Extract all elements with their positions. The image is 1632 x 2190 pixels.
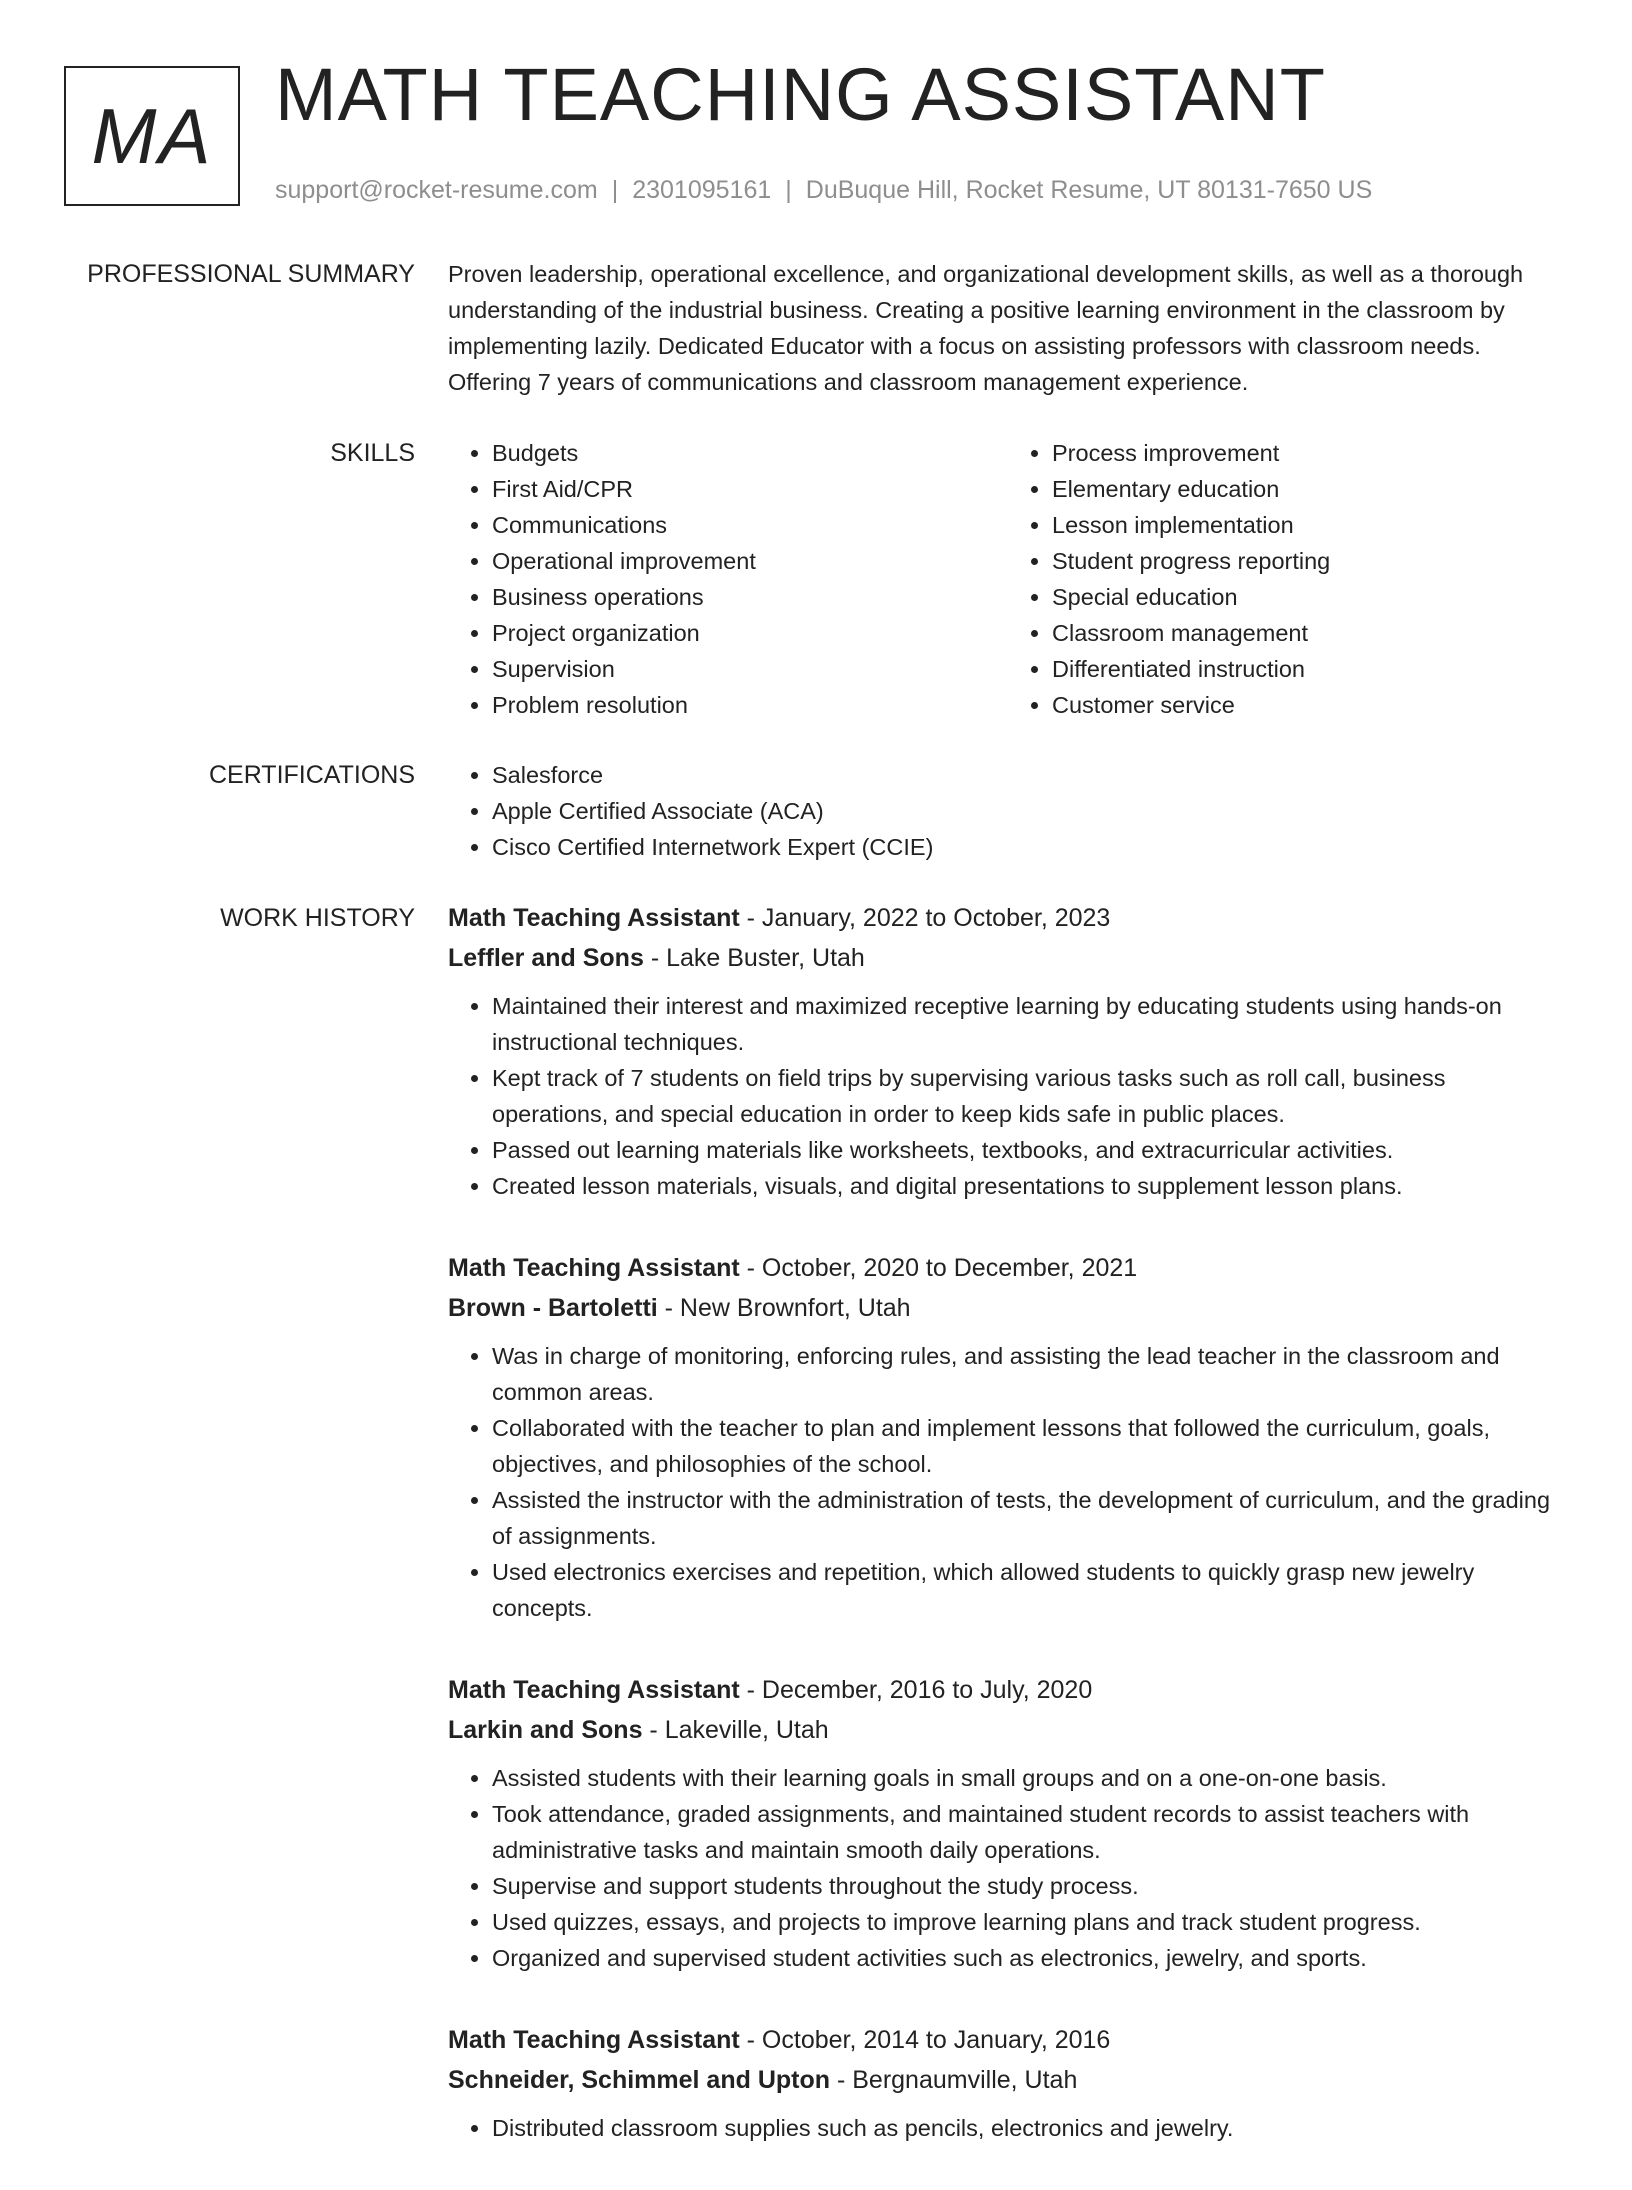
job-bullet: • Created lesson materials, visuals, and digital presentations to supplement lesson plans. [492, 1168, 1568, 1204]
job-company-line [448, 2060, 1568, 2100]
monogram-box [64, 66, 240, 206]
job-bullet: • Organized and supervised student activities such as electronics, jewelry, and sports. [492, 1940, 1568, 1976]
job-role: Math Teaching Assistant [448, 904, 740, 932]
certification-item: • Salesforce [492, 757, 1568, 793]
job-company-line [448, 938, 1568, 978]
contact-phone: 2301095161 [632, 176, 772, 204]
summary-heading: PROFESSIONAL SUMMARY [87, 260, 415, 288]
job-company: Leffler and Sons [448, 944, 644, 972]
job-role: Math Teaching Assistant [448, 2026, 740, 2054]
job-dates: - October, 2014 to January, 2016 [739, 2026, 1111, 2054]
resume-title: MATH TEACHING ASSISTANT [275, 53, 1326, 136]
certifications-list [448, 757, 1568, 865]
job-entry [448, 1248, 1568, 1626]
contact-separator: | [611, 176, 619, 204]
contact-address: DuBuque Hill, Rocket Resume, UT 80131-7650 US [805, 176, 1373, 204]
job-location: - Bergnaumville, Utah [830, 2066, 1078, 2094]
job-bullet: • Collaborated with the teacher to plan and implement lessons that followed the curriculum, goals, objectives, and philosophies of the school. [492, 1410, 1568, 1482]
skill-item: • Project organization [492, 615, 1008, 651]
job-bullet: • Took attendance, graded assignments, and maintained student records to assist teachers with administrative tasks and maintain smooth daily operations. [492, 1796, 1568, 1868]
certifications-body [448, 757, 1568, 865]
contact-email: support@rocket-resume.com [275, 176, 598, 204]
job-bullet: • Supervise and support students throughout the study process. [492, 1868, 1568, 1904]
skills-list-left [448, 435, 1008, 723]
job-bullet: • Used electronics exercises and repetition, which allowed students to quickly grasp new jewelry concepts. [492, 1554, 1568, 1626]
job-entry [448, 2020, 1568, 2146]
job-role-line [448, 1670, 1568, 1710]
skill-item: • First Aid/CPR [492, 471, 1008, 507]
job-bullet: • Assisted the instructor with the administration of tests, the development of curriculum, and the grading of assignments. [492, 1482, 1568, 1554]
work-heading: WORK HISTORY [220, 904, 415, 932]
job-role: Math Teaching Assistant [448, 1254, 740, 1282]
skill-item: • Problem resolution [492, 687, 1008, 723]
certification-item: • Cisco Certified Internetwork Expert (CCIE) [492, 829, 1568, 865]
job-bullets [448, 2110, 1568, 2146]
job-entry [448, 898, 1568, 1204]
skill-item: • Special education [1052, 579, 1568, 615]
job-dates: - January, 2022 to October, 2023 [739, 904, 1111, 932]
job-role: Math Teaching Assistant [448, 1676, 740, 1704]
skill-item: • Student progress reporting [1052, 543, 1568, 579]
skill-item: • Customer service [1052, 687, 1568, 723]
job-bullet: • Kept track of 7 students on field trips by supervising various tasks such as roll call, business operations, and special education in order to keep kids safe in public places. [492, 1060, 1568, 1132]
job-role-line [448, 1248, 1568, 1288]
job-role-line [448, 2020, 1568, 2060]
contact-line [275, 176, 1372, 205]
skill-item: • Differentiated instruction [1052, 651, 1568, 687]
job-role-line [448, 898, 1568, 938]
skill-item: • Process improvement [1052, 435, 1568, 471]
skill-item: • Lesson implementation [1052, 507, 1568, 543]
job-company: Larkin and Sons [448, 1716, 643, 1744]
job-company: Brown - Bartoletti [448, 1294, 658, 1322]
skills-heading: SKILLS [330, 439, 415, 467]
job-location: - Lakeville, Utah [642, 1716, 829, 1744]
job-bullets [448, 1760, 1568, 1976]
monogram-initials: MA [91, 91, 213, 180]
contact-separator: | [785, 176, 792, 204]
job-bullet: • Used quizzes, essays, and projects to improve learning plans and track student progress. [492, 1904, 1568, 1940]
job-bullet: • Distributed classroom supplies such as pencils, electronics and jewelry. [492, 2110, 1568, 2146]
skill-item: • Communications [492, 507, 1008, 543]
job-location: - Lake Buster, Utah [643, 944, 865, 972]
job-company-line [448, 1288, 1568, 1328]
job-dates: - October, 2020 to December, 2021 [739, 1254, 1138, 1282]
work-body [448, 898, 1568, 2190]
job-bullet: • Was in charge of monitoring, enforcing rules, and assisting the lead teacher in the classroom and common areas. [492, 1338, 1568, 1410]
skill-item: • Business operations [492, 579, 1008, 615]
skills-list-right [1008, 435, 1568, 723]
job-bullet: • Passed out learning materials like worksheets, textbooks, and extracurricular activities. [492, 1132, 1568, 1168]
job-company-line [448, 1710, 1568, 1750]
skill-item: • Elementary education [1052, 471, 1568, 507]
job-entry [448, 1670, 1568, 1976]
job-bullet: • Assisted students with their learning goals in small groups and on a one-on-one basis. [492, 1760, 1568, 1796]
certification-item: • Apple Certified Associate (ACA) [492, 793, 1568, 829]
summary-text: Proven leadership, operational excellence, and organizational development skills, as well as a thorough understanding of the industrial business. Creating a positive learning environment in the classroom by implementing lazily. Dedicated Educator with a focus on assisting professors with classroom needs. Offering 7 years of communications and classroom management experience. [448, 261, 1524, 395]
skill-item: • Budgets [492, 435, 1008, 471]
certifications-heading: CERTIFICATIONS [208, 761, 415, 789]
job-company: Schneider, Schimmel and Upton [448, 2066, 831, 2094]
skill-item: • Operational improvement [492, 543, 1008, 579]
job-bullets [448, 1338, 1568, 1626]
skills-columns [448, 435, 1568, 723]
job-dates: - December, 2016 to July, 2020 [739, 1676, 1093, 1704]
skill-item: • Classroom management [1052, 615, 1568, 651]
job-location: - New Brownfort, Utah [657, 1294, 911, 1322]
job-bullet: • Maintained their interest and maximized receptive learning by educating students using hands-on instructional techniques. [492, 988, 1568, 1060]
job-bullets [448, 988, 1568, 1204]
skill-item: • Supervision [492, 651, 1008, 687]
